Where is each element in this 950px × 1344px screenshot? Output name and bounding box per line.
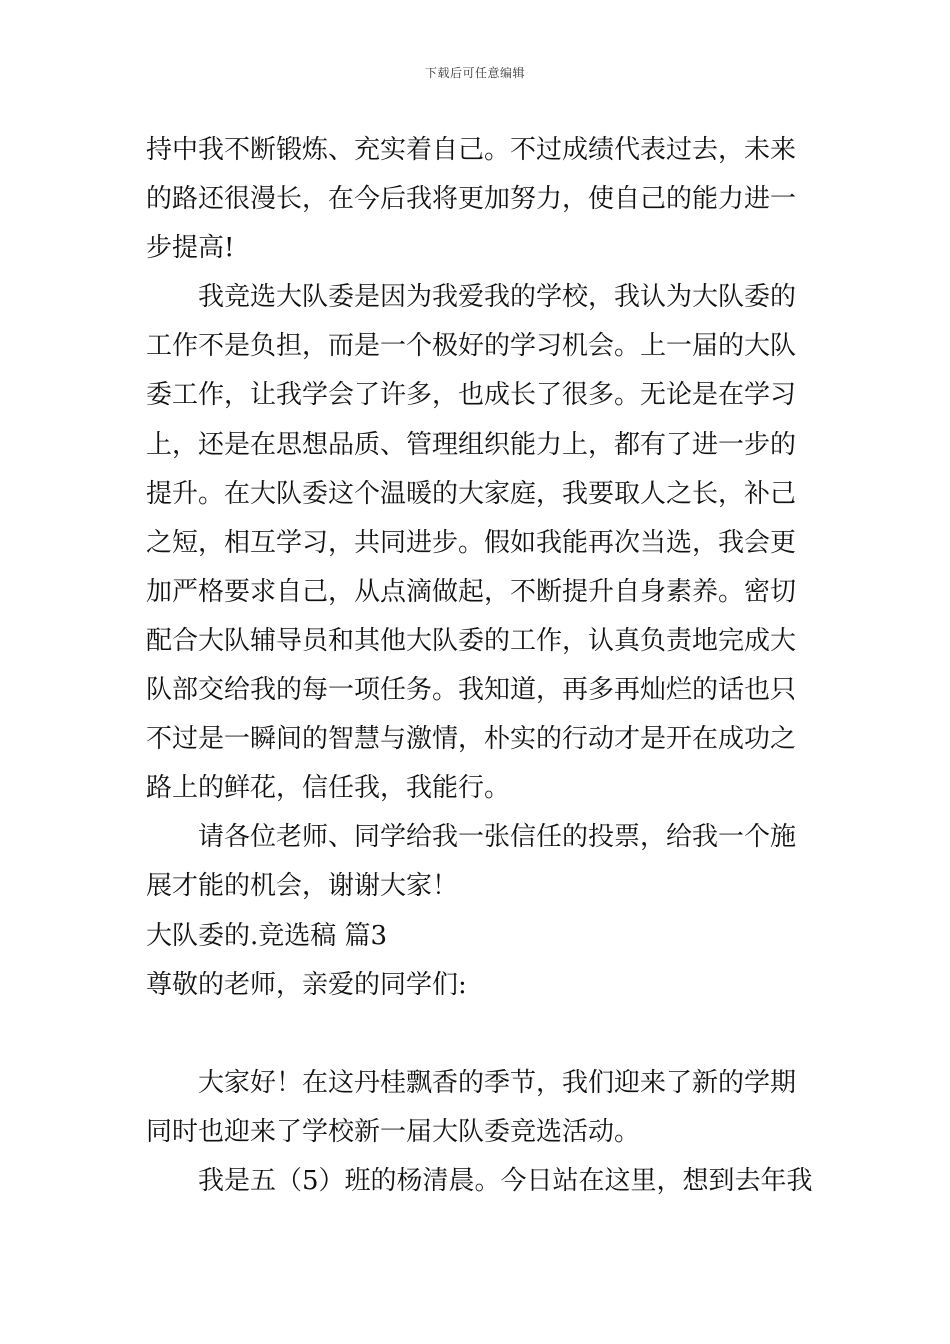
section-heading: 大队委的.竞选稿 篇3 bbox=[146, 920, 388, 951]
text-line: 上，还是在思想品质、管理组织能力上，都有了进一步的 bbox=[146, 429, 797, 460]
text-line: 展才能的机会，谢谢大家！ bbox=[146, 871, 459, 902]
text-line: 不过是一瞬间的智慧与激情，朴实的行动才是开在成功之 bbox=[146, 724, 797, 755]
page-header: 下载后可任意编辑 bbox=[424, 66, 525, 80]
salutation-line: 尊敬的老师，亲爱的同学们: bbox=[146, 969, 467, 1000]
text-line: 之短，相互学习，共同进步。假如我能再次当选，我会更 bbox=[146, 527, 797, 558]
text-line: 队部交给我的每一项任务。我知道，再多再灿烂的话也只 bbox=[146, 675, 797, 706]
paragraph-start-line: 大家好！在这丹桂飘香的季节，我们迎来了新的学期 bbox=[198, 1067, 797, 1098]
paragraph-start-line: 我是五（5）班的杨清晨。今日站在这里，想到去年我 bbox=[198, 1165, 813, 1196]
document-body bbox=[146, 126, 816, 1206]
paragraph-start-line: 请各位老师、同学给我一张信任的投票，给我一个施 bbox=[198, 822, 797, 853]
text-line: 配合大队辅导员和其他大队委的工作，认真负责地完成大 bbox=[146, 625, 797, 656]
text-line: 加严格要求自己，从点滴做起，不断提升自身素养。密切 bbox=[146, 576, 797, 607]
blank-line bbox=[146, 1010, 816, 1059]
text-line: 步提高! bbox=[146, 233, 235, 264]
paragraph-start-line: 我竞选大队委是因为我爱我的学校，我认为大队委的 bbox=[198, 282, 797, 313]
text-line: 提升。在大队委这个温暖的大家庭，我要取人之长，补己 bbox=[146, 478, 797, 509]
text-line: 路上的鲜花，信任我，我能行。 bbox=[146, 773, 511, 804]
text-line: 委工作，让我学会了许多，也成长了很多。无论是在学习 bbox=[146, 380, 797, 411]
text-line: 持中我不断锻炼、充实着自己。不过成绩代表过去，未来 bbox=[146, 135, 797, 165]
text-line: 同时也迎来了学校新一届大队委竞选活动。 bbox=[146, 1116, 641, 1147]
text-line: 的路还很漫长，在今后我将更加努力，使自己的能力进一 bbox=[146, 184, 797, 215]
text-line: 工作不是负担，而是一个极好的学习机会。上一届的大队 bbox=[146, 331, 797, 362]
